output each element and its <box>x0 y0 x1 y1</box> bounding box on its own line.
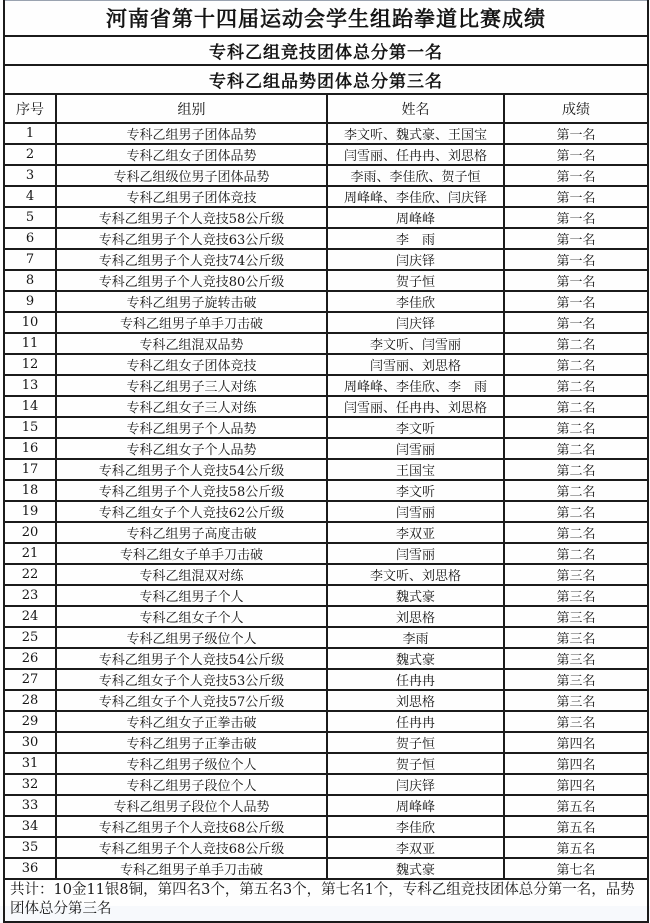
col-header-index: 序号 <box>4 94 56 123</box>
group-cell: 专科乙组男子段位个人 <box>56 774 327 795</box>
table-row <box>4 165 648 186</box>
names-cell: 王国宝 <box>327 459 504 480</box>
rank-cell: 第一名 <box>504 186 648 207</box>
group-cell: 专科乙组女子个人竞技53公斤级 <box>56 669 327 690</box>
row-index-cell: 7 <box>4 249 56 270</box>
results-table <box>3 0 649 923</box>
names-cell: 闫雪丽 <box>327 543 504 564</box>
row-index-cell: 2 <box>4 144 56 165</box>
names-cell: 闫庆铎 <box>327 774 504 795</box>
rank-cell: 第一名 <box>504 144 648 165</box>
names-cell: 李双亚 <box>327 522 504 543</box>
rank-cell: 第五名 <box>504 816 648 837</box>
names-cell: 魏式豪 <box>327 858 504 879</box>
names-cell: 李文听、魏式豪、王国宝 <box>327 123 504 144</box>
title-row <box>4 1 648 37</box>
summary-row <box>4 879 648 922</box>
group-cell: 专科乙组女子个人 <box>56 606 327 627</box>
rank-cell: 第三名 <box>504 585 648 606</box>
rank-cell: 第一名 <box>504 123 648 144</box>
table-row <box>4 144 648 165</box>
table-row <box>4 396 648 417</box>
table-row <box>4 501 648 522</box>
names-cell: 李 雨 <box>327 228 504 249</box>
row-index-cell: 20 <box>4 522 56 543</box>
group-cell: 专科乙组男子个人竞技54公斤级 <box>56 459 327 480</box>
row-index-cell: 31 <box>4 753 56 774</box>
table-row <box>4 564 648 585</box>
names-cell: 任冉冉 <box>327 669 504 690</box>
rank-cell: 第五名 <box>504 795 648 816</box>
subtitle-row-poomsae-team <box>4 65 648 94</box>
names-cell: 周峰峰 <box>327 207 504 228</box>
group-cell: 专科乙组级位男子团体品势 <box>56 165 327 186</box>
names-cell: 李双亚 <box>327 837 504 858</box>
rank-cell: 第三名 <box>504 648 648 669</box>
row-index-cell: 15 <box>4 417 56 438</box>
table-row <box>4 648 648 669</box>
row-index-cell: 25 <box>4 627 56 648</box>
group-cell: 专科乙组男子个人竞技80公斤级 <box>56 270 327 291</box>
names-cell: 闫雪丽 <box>327 438 504 459</box>
table-row <box>4 249 648 270</box>
table-row <box>4 816 648 837</box>
rank-cell: 第一名 <box>504 228 648 249</box>
table-row <box>4 522 648 543</box>
rank-cell: 第二名 <box>504 459 648 480</box>
group-cell: 专科乙组男子正拳击破 <box>56 732 327 753</box>
table-body <box>4 123 648 879</box>
row-index-cell: 3 <box>4 165 56 186</box>
group-cell: 专科乙组男子个人竞技68公斤级 <box>56 837 327 858</box>
row-index-cell: 4 <box>4 186 56 207</box>
row-index-cell: 11 <box>4 333 56 354</box>
table-row <box>4 123 648 144</box>
group-cell: 专科乙组男子团体竞技 <box>56 186 327 207</box>
group-cell: 专科乙组女子单手刀击破 <box>56 543 327 564</box>
rank-cell: 第二名 <box>504 375 648 396</box>
table-row <box>4 480 648 501</box>
rank-cell: 第三名 <box>504 564 648 585</box>
group-cell: 专科乙组男子级位个人 <box>56 753 327 774</box>
names-cell: 闫雪丽、任冉冉、刘思格 <box>327 144 504 165</box>
group-cell: 专科乙组女子个人竞技62公斤级 <box>56 501 327 522</box>
names-cell: 李佳欣 <box>327 291 504 312</box>
names-cell: 李雨 <box>327 627 504 648</box>
table-row <box>4 795 648 816</box>
col-header-rank: 成绩 <box>504 94 648 123</box>
rank-cell: 第三名 <box>504 606 648 627</box>
names-cell: 贺子恒 <box>327 732 504 753</box>
row-index-cell: 8 <box>4 270 56 291</box>
group-cell: 专科乙组男子高度击破 <box>56 522 327 543</box>
table-row <box>4 543 648 564</box>
row-index-cell: 21 <box>4 543 56 564</box>
row-index-cell: 27 <box>4 669 56 690</box>
table-row <box>4 270 648 291</box>
table-row <box>4 669 648 690</box>
names-cell: 李雨、李佳欣、贺子恒 <box>327 165 504 186</box>
row-index-cell: 23 <box>4 585 56 606</box>
table-row <box>4 228 648 249</box>
table-row <box>4 585 648 606</box>
group-cell: 专科乙组男子级位个人 <box>56 627 327 648</box>
row-index-cell: 36 <box>4 858 56 879</box>
names-cell: 闫雪丽、刘思格 <box>327 354 504 375</box>
names-cell: 李佳欣 <box>327 816 504 837</box>
names-cell: 刘思格 <box>327 690 504 711</box>
table-row <box>4 690 648 711</box>
rank-cell: 第二名 <box>504 396 648 417</box>
group-cell: 专科乙组男子个人竞技58公斤级 <box>56 207 327 228</box>
rank-cell: 第三名 <box>504 690 648 711</box>
group-cell: 专科乙组男子个人 <box>56 585 327 606</box>
table-row <box>4 627 648 648</box>
rank-cell: 第二名 <box>504 354 648 375</box>
names-cell: 刘思格 <box>327 606 504 627</box>
names-cell: 李文听、刘思格 <box>327 564 504 585</box>
group-cell: 专科乙组男子个人竞技74公斤级 <box>56 249 327 270</box>
names-cell: 闫庆铎 <box>327 249 504 270</box>
names-cell: 闫雪丽 <box>327 501 504 522</box>
row-index-cell: 24 <box>4 606 56 627</box>
group-cell: 专科乙组女子团体竞技 <box>56 354 327 375</box>
group-cell: 专科乙组混双品势 <box>56 333 327 354</box>
row-index-cell: 13 <box>4 375 56 396</box>
row-index-cell: 19 <box>4 501 56 522</box>
table-row <box>4 291 648 312</box>
row-index-cell: 9 <box>4 291 56 312</box>
names-cell: 贺子恒 <box>327 753 504 774</box>
group-cell: 专科乙组男子段位个人品势 <box>56 795 327 816</box>
group-cell: 专科乙组女子正拳击破 <box>56 711 327 732</box>
row-index-cell: 28 <box>4 690 56 711</box>
table-row <box>4 417 648 438</box>
group-cell: 专科乙组男子个人竞技68公斤级 <box>56 816 327 837</box>
rank-cell: 第二名 <box>504 333 648 354</box>
names-cell: 任冉冉 <box>327 711 504 732</box>
names-cell: 闫庆铎 <box>327 312 504 333</box>
rank-cell: 第一名 <box>504 270 648 291</box>
table-row <box>4 459 648 480</box>
rank-cell: 第五名 <box>504 837 648 858</box>
table-row <box>4 858 648 879</box>
table-row <box>4 837 648 858</box>
table-row <box>4 606 648 627</box>
names-cell: 李文听 <box>327 417 504 438</box>
row-index-cell: 30 <box>4 732 56 753</box>
rank-cell: 第四名 <box>504 774 648 795</box>
table-row <box>4 774 648 795</box>
rank-cell: 第七名 <box>504 858 648 879</box>
column-header-row <box>4 94 648 123</box>
rank-cell: 第二名 <box>504 501 648 522</box>
rank-cell: 第四名 <box>504 732 648 753</box>
rank-cell: 第二名 <box>504 438 648 459</box>
table-row <box>4 438 648 459</box>
row-index-cell: 18 <box>4 480 56 501</box>
group-cell: 专科乙组女子团体品势 <box>56 144 327 165</box>
row-index-cell: 22 <box>4 564 56 585</box>
row-index-cell: 16 <box>4 438 56 459</box>
row-index-cell: 6 <box>4 228 56 249</box>
table-row <box>4 711 648 732</box>
table-row <box>4 753 648 774</box>
rank-cell: 第三名 <box>504 669 648 690</box>
table-row <box>4 732 648 753</box>
group-cell: 专科乙组男子个人竞技63公斤级 <box>56 228 327 249</box>
names-cell: 贺子恒 <box>327 270 504 291</box>
row-index-cell: 26 <box>4 648 56 669</box>
page-title: 河南省第十四届运动会学生组跆拳道比赛成绩 <box>4 1 648 37</box>
subtitle-poomsae-team-total: 专科乙组品势团体总分第三名 <box>4 65 648 94</box>
names-cell: 周峰峰、李佳欣、李 雨 <box>327 375 504 396</box>
row-index-cell: 17 <box>4 459 56 480</box>
names-cell: 魏式豪 <box>327 648 504 669</box>
table-row <box>4 207 648 228</box>
names-cell: 周峰峰、李佳欣、闫庆铎 <box>327 186 504 207</box>
row-index-cell: 5 <box>4 207 56 228</box>
group-cell: 专科乙组男子单手刀击破 <box>56 858 327 879</box>
names-cell: 闫雪丽、任冉冉、刘思格 <box>327 396 504 417</box>
row-index-cell: 34 <box>4 816 56 837</box>
col-header-group: 组别 <box>56 94 327 123</box>
group-cell: 专科乙组女子三人对练 <box>56 396 327 417</box>
group-cell: 专科乙组男子团体品势 <box>56 123 327 144</box>
table-row <box>4 186 648 207</box>
group-cell: 专科乙组混双对练 <box>56 564 327 585</box>
rank-cell: 第一名 <box>504 249 648 270</box>
group-cell: 专科乙组男子单手刀击破 <box>56 312 327 333</box>
table-row <box>4 375 648 396</box>
rank-cell: 第一名 <box>504 291 648 312</box>
rank-cell: 第一名 <box>504 165 648 186</box>
subtitle-competitive-team-total: 专科乙组竞技团体总分第一名 <box>4 36 648 65</box>
row-index-cell: 14 <box>4 396 56 417</box>
rank-cell: 第二名 <box>504 522 648 543</box>
names-cell: 魏式豪 <box>327 585 504 606</box>
group-cell: 专科乙组男子旋转击破 <box>56 291 327 312</box>
subtitle-row-competitive-team <box>4 36 648 65</box>
rank-cell: 第三名 <box>504 711 648 732</box>
row-index-cell: 33 <box>4 795 56 816</box>
group-cell: 专科乙组男子个人竞技58公斤级 <box>56 480 327 501</box>
names-cell: 周峰峰 <box>327 795 504 816</box>
rank-cell: 第二名 <box>504 543 648 564</box>
rank-cell: 第一名 <box>504 312 648 333</box>
rank-cell: 第二名 <box>504 417 648 438</box>
row-index-cell: 29 <box>4 711 56 732</box>
names-cell: 李文听、闫雪丽 <box>327 333 504 354</box>
row-index-cell: 32 <box>4 774 56 795</box>
rank-cell: 第三名 <box>504 627 648 648</box>
row-index-cell: 10 <box>4 312 56 333</box>
summary-note: 共计：10金11银8铜，第四名3个，第五名3个，第七名1个，专科乙组竞技团体总分第一名，品势团体总分第三名 <box>4 879 648 922</box>
table-row <box>4 354 648 375</box>
row-index-cell: 1 <box>4 123 56 144</box>
col-header-names: 姓名 <box>327 94 504 123</box>
row-index-cell: 12 <box>4 354 56 375</box>
rank-cell: 第四名 <box>504 753 648 774</box>
row-index-cell: 35 <box>4 837 56 858</box>
names-cell: 李文听 <box>327 480 504 501</box>
rank-cell: 第二名 <box>504 480 648 501</box>
group-cell: 专科乙组男子个人竞技54公斤级 <box>56 648 327 669</box>
group-cell: 专科乙组男子三人对练 <box>56 375 327 396</box>
group-cell: 专科乙组女子个人竞技57公斤级 <box>56 690 327 711</box>
group-cell: 专科乙组女子个人品势 <box>56 438 327 459</box>
table-row <box>4 333 648 354</box>
group-cell: 专科乙组男子个人品势 <box>56 417 327 438</box>
rank-cell: 第一名 <box>504 207 648 228</box>
table-row <box>4 312 648 333</box>
